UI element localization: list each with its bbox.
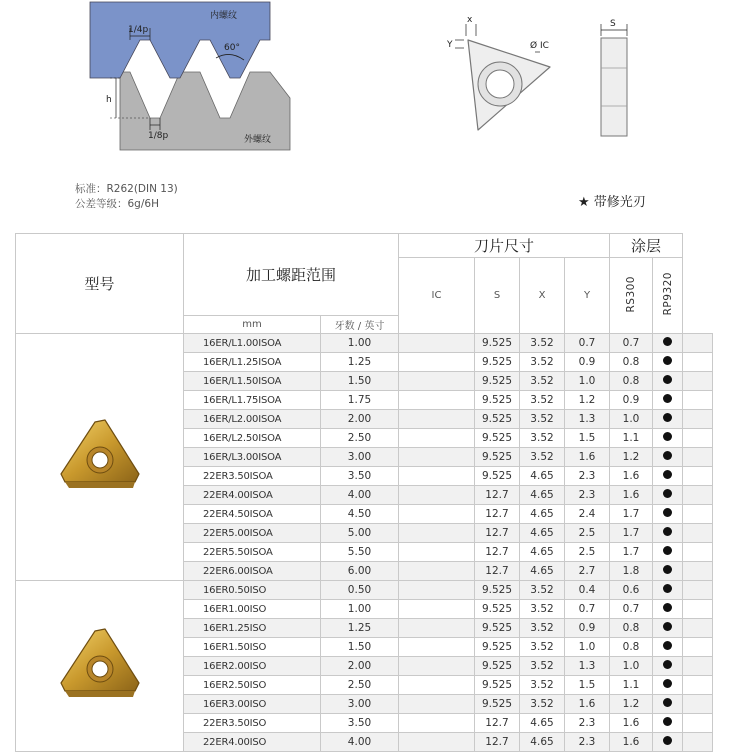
ic-cell: 9.525: [475, 467, 520, 486]
available-dot-icon: [663, 641, 672, 650]
rp9320-availability-cell: [683, 600, 713, 619]
rs300-availability-cell: [653, 391, 683, 410]
ic-cell: 12.7: [475, 524, 520, 543]
model-cell: 22ER3.50ISOA: [184, 467, 321, 486]
ic-cell: 9.525: [475, 619, 520, 638]
model-cell: 16ER/L2.00ISOA: [184, 410, 321, 429]
external-thread-label: 外螺纹: [244, 135, 272, 145]
pitch-mm-cell: 3.00: [321, 695, 399, 714]
rp9320-availability-cell: [683, 695, 713, 714]
ic-cell: 9.525: [475, 676, 520, 695]
rs300-availability-cell: [653, 353, 683, 372]
y-cell: 1.6: [610, 467, 653, 486]
available-dot-icon: [663, 736, 672, 745]
x-cell: 2.5: [565, 524, 610, 543]
pitch-mm-cell: 3.50: [321, 714, 399, 733]
pitch-mm-cell: 1.50: [321, 638, 399, 657]
model-cell: 16ER0.50ISO: [184, 581, 321, 600]
model-cell: 22ER4.50ISOA: [184, 505, 321, 524]
pitch-mm-cell: 1.00: [321, 334, 399, 353]
ic-header: IC: [399, 258, 475, 334]
model-cell: 16ER/L1.75ISOA: [184, 391, 321, 410]
s-dimension-label: S: [610, 19, 616, 29]
rp9320-availability-cell: [683, 714, 713, 733]
x-cell: 1.6: [565, 448, 610, 467]
model-cell: 22ER6.00ISOA: [184, 562, 321, 581]
x-cell: 0.9: [565, 619, 610, 638]
model-cell: 16ER1.50ISO: [184, 638, 321, 657]
y-cell: 0.8: [610, 353, 653, 372]
spec-table: [15, 233, 713, 752]
s-cell: 4.65: [520, 524, 565, 543]
x-header: X: [520, 258, 565, 334]
model-cell: 16ER/L1.50ISOA: [184, 372, 321, 391]
model-cell: 16ER2.00ISO: [184, 657, 321, 676]
model-cell: 22ER4.00ISOA: [184, 486, 321, 505]
tpi-cell: [399, 391, 475, 410]
available-dot-icon: [663, 660, 672, 669]
pitch-mm-cell: 2.00: [321, 657, 399, 676]
y-cell: 0.8: [610, 638, 653, 657]
y-cell: 1.0: [610, 657, 653, 676]
tpi-cell: [399, 543, 475, 562]
available-dot-icon: [663, 394, 672, 403]
s-cell: 3.52: [520, 695, 565, 714]
y-dimension-label: Y: [447, 40, 453, 50]
available-dot-icon: [663, 413, 672, 422]
tpi-cell: [399, 600, 475, 619]
y-cell: 0.8: [610, 372, 653, 391]
rs300-availability-cell: [653, 524, 683, 543]
ic-cell: 9.525: [475, 410, 520, 429]
ic-cell: 9.525: [475, 353, 520, 372]
x-dimension-label: x: [467, 15, 473, 25]
y-cell: 1.7: [610, 543, 653, 562]
model-cell: 22ER5.00ISOA: [184, 524, 321, 543]
x-cell: 0.7: [565, 600, 610, 619]
rp9320-availability-cell: [683, 505, 713, 524]
available-dot-icon: [663, 508, 672, 517]
rs300-header: RS300: [625, 275, 637, 313]
rs300-availability-cell: [653, 676, 683, 695]
s-cell: 4.65: [520, 543, 565, 562]
pitch-mm-cell: 2.50: [321, 429, 399, 448]
y-cell: 0.8: [610, 619, 653, 638]
feature-note: ★ 带修光刃: [578, 195, 646, 210]
available-dot-icon: [663, 565, 672, 574]
mm-header: mm: [184, 316, 321, 334]
tpi-header: 牙数 / 英寸: [321, 316, 399, 334]
s-cell: 4.65: [520, 733, 565, 752]
pitch-mm-cell: 4.50: [321, 505, 399, 524]
available-dot-icon: [663, 337, 672, 346]
tpi-cell: [399, 353, 475, 372]
y-cell: 0.7: [610, 600, 653, 619]
tpi-cell: [399, 334, 475, 353]
y-cell: 0.6: [610, 581, 653, 600]
available-dot-icon: [663, 679, 672, 688]
model-cell: 16ER2.50ISO: [184, 676, 321, 695]
rs300-availability-cell: [653, 638, 683, 657]
rp9320-availability-cell: [683, 657, 713, 676]
pitch-mm-cell: 1.50: [321, 372, 399, 391]
model-cell: 16ER3.00ISO: [184, 695, 321, 714]
pitch-mm-cell: 3.50: [321, 467, 399, 486]
s-cell: 3.52: [520, 334, 565, 353]
rp9320-availability-cell: [683, 410, 713, 429]
tpi-cell: [399, 638, 475, 657]
rs300-availability-cell: [653, 334, 683, 353]
tpi-cell: [399, 372, 475, 391]
ic-cell: 9.525: [475, 657, 520, 676]
x-cell: 2.3: [565, 467, 610, 486]
y-cell: 1.6: [610, 714, 653, 733]
model-cell: 16ER/L1.25ISOA: [184, 353, 321, 372]
s-cell: 3.52: [520, 638, 565, 657]
rp9320-availability-cell: [683, 676, 713, 695]
rs300-availability-cell: [653, 410, 683, 429]
ic-cell: 9.525: [475, 391, 520, 410]
s-cell: 3.52: [520, 657, 565, 676]
model-cell: 16ER1.25ISO: [184, 619, 321, 638]
pitch-mm-cell: 1.25: [321, 353, 399, 372]
available-dot-icon: [663, 603, 672, 612]
s-cell: 3.52: [520, 581, 565, 600]
ic-cell: 12.7: [475, 562, 520, 581]
thread-profile-diagram: [88, 0, 298, 155]
rs300-availability-cell: [653, 581, 683, 600]
rp9320-availability-cell: [683, 448, 713, 467]
table-row: [16, 334, 713, 353]
rs300-availability-cell: [653, 543, 683, 562]
y-cell: 1.1: [610, 676, 653, 695]
pitch-mm-cell: 4.00: [321, 486, 399, 505]
y-cell: 1.2: [610, 448, 653, 467]
s-cell: 3.52: [520, 619, 565, 638]
ic-cell: 9.525: [475, 600, 520, 619]
y-cell: 1.7: [610, 505, 653, 524]
y-cell: 1.6: [610, 486, 653, 505]
pitch-mm-cell: 0.50: [321, 581, 399, 600]
rs300-availability-cell: [653, 448, 683, 467]
available-dot-icon: [663, 527, 672, 536]
tpi-cell: [399, 429, 475, 448]
x-cell: 2.3: [565, 486, 610, 505]
x-cell: 0.9: [565, 353, 610, 372]
available-dot-icon: [663, 489, 672, 498]
available-dot-icon: [663, 717, 672, 726]
y-cell: 0.7: [610, 334, 653, 353]
pitch-mm-cell: 4.00: [321, 733, 399, 752]
rp9320-availability-cell: [683, 334, 713, 353]
rs300-availability-cell: [653, 467, 683, 486]
x-cell: 1.3: [565, 410, 610, 429]
tpi-cell: [399, 619, 475, 638]
y-header: Y: [565, 258, 610, 334]
tpi-cell: [399, 657, 475, 676]
rp9320-availability-cell: [683, 391, 713, 410]
x-cell: 1.0: [565, 638, 610, 657]
tpi-cell: [399, 733, 475, 752]
x-cell: 2.5: [565, 543, 610, 562]
x-cell: 1.5: [565, 676, 610, 695]
ic-cell: 12.7: [475, 714, 520, 733]
rs300-availability-cell: [653, 695, 683, 714]
eighth-p-label: 1/8p: [148, 131, 169, 141]
pitch-mm-cell: 1.00: [321, 600, 399, 619]
available-dot-icon: [663, 375, 672, 384]
quarter-p-label: 1/4p: [128, 25, 149, 35]
available-dot-icon: [663, 584, 672, 593]
model-cell: 22ER5.50ISOA: [184, 543, 321, 562]
tpi-cell: [399, 505, 475, 524]
rp9320-header: RP9320: [661, 272, 674, 316]
s-cell: 3.52: [520, 676, 565, 695]
ic-dimension-label: Ø IC: [530, 41, 549, 51]
pitch-mm-cell: 2.50: [321, 676, 399, 695]
tpi-cell: [399, 695, 475, 714]
tpi-cell: [399, 410, 475, 429]
tpi-cell: [399, 448, 475, 467]
x-cell: 2.4: [565, 505, 610, 524]
rp9320-availability-cell: [683, 429, 713, 448]
tpi-cell: [399, 486, 475, 505]
rs300-availability-cell: [653, 600, 683, 619]
s-cell: 4.65: [520, 486, 565, 505]
internal-thread-label: 内螺纹: [210, 11, 238, 21]
rs300-availability-cell: [653, 733, 683, 752]
ic-cell: 12.7: [475, 543, 520, 562]
tpi-cell: [399, 562, 475, 581]
available-dot-icon: [663, 622, 672, 631]
model-cell: 22ER3.50ISO: [184, 714, 321, 733]
s-header: S: [475, 258, 520, 334]
ic-cell: 12.7: [475, 486, 520, 505]
model-cell: 16ER/L3.00ISOA: [184, 448, 321, 467]
available-dot-icon: [663, 356, 672, 365]
tpi-cell: [399, 676, 475, 695]
standard-line: 标准：R262(DIN 13): [75, 183, 178, 195]
model-cell: 22ER4.00ISO: [184, 733, 321, 752]
coating-header: 涂层: [610, 234, 683, 258]
ic-cell: 12.7: [475, 733, 520, 752]
x-cell: 1.0: [565, 372, 610, 391]
rp9320-availability-cell: [683, 733, 713, 752]
pitch-mm-cell: 1.25: [321, 619, 399, 638]
s-cell: 3.52: [520, 410, 565, 429]
table-row: [16, 581, 713, 600]
rp9320-availability-cell: [683, 562, 713, 581]
rs300-availability-cell: [653, 619, 683, 638]
x-cell: 2.7: [565, 562, 610, 581]
x-cell: 2.3: [565, 733, 610, 752]
s-cell: 4.65: [520, 562, 565, 581]
s-cell: 4.65: [520, 714, 565, 733]
y-cell: 1.7: [610, 524, 653, 543]
rs300-availability-cell: [653, 372, 683, 391]
s-cell: 3.52: [520, 391, 565, 410]
tpi-cell: [399, 714, 475, 733]
rs300-availability-cell: [653, 714, 683, 733]
pitch-mm-cell: 3.00: [321, 448, 399, 467]
y-cell: 1.2: [610, 695, 653, 714]
s-cell: 3.52: [520, 600, 565, 619]
y-cell: 0.9: [610, 391, 653, 410]
pitch-mm-cell: 1.75: [321, 391, 399, 410]
pitch-mm-cell: 2.00: [321, 410, 399, 429]
y-cell: 1.0: [610, 410, 653, 429]
x-cell: 0.4: [565, 581, 610, 600]
available-dot-icon: [663, 432, 672, 441]
model-header: 型号: [16, 234, 184, 334]
angle-label: 60°: [224, 43, 240, 53]
s-cell: 4.65: [520, 467, 565, 486]
rp9320-availability-cell: [683, 619, 713, 638]
model-cell: 16ER/L1.00ISOA: [184, 334, 321, 353]
model-cell: 16ER1.00ISO: [184, 600, 321, 619]
rp9320-availability-cell: [683, 353, 713, 372]
ic-cell: 9.525: [475, 581, 520, 600]
rp9320-availability-cell: [683, 638, 713, 657]
ic-cell: 9.525: [475, 429, 520, 448]
threading-insert-gold-icon: [16, 581, 184, 752]
rs300-availability-cell: [653, 657, 683, 676]
available-dot-icon: [663, 546, 672, 555]
rs300-availability-cell: [653, 562, 683, 581]
y-cell: 1.8: [610, 562, 653, 581]
h-label: h: [106, 95, 112, 105]
rp9320-availability-cell: [683, 486, 713, 505]
x-cell: 1.2: [565, 391, 610, 410]
s-cell: 4.65: [520, 505, 565, 524]
tolerance-line: 公差等级：6g/6H: [75, 198, 159, 210]
rp9320-availability-cell: [683, 467, 713, 486]
rs300-availability-cell: [653, 505, 683, 524]
pitch-mm-cell: 5.00: [321, 524, 399, 543]
y-cell: 1.6: [610, 733, 653, 752]
pitch-mm-cell: 5.50: [321, 543, 399, 562]
rs300-availability-cell: [653, 429, 683, 448]
pitch-mm-cell: 6.00: [321, 562, 399, 581]
available-dot-icon: [663, 451, 672, 460]
x-cell: 1.5: [565, 429, 610, 448]
rp9320-availability-cell: [683, 581, 713, 600]
insert-size-header: 刀片尺寸: [399, 234, 610, 258]
spec-table-body: [16, 334, 713, 752]
s-cell: 3.52: [520, 448, 565, 467]
available-dot-icon: [663, 470, 672, 479]
tpi-cell: [399, 581, 475, 600]
pitch-range-header: 加工螺距范围: [184, 234, 399, 316]
s-cell: 3.52: [520, 353, 565, 372]
threading-insert-gold-icon: [16, 334, 184, 581]
x-cell: 1.6: [565, 695, 610, 714]
s-cell: 3.52: [520, 372, 565, 391]
model-cell: 16ER/L2.50ISOA: [184, 429, 321, 448]
x-cell: 1.3: [565, 657, 610, 676]
ic-cell: 9.525: [475, 334, 520, 353]
y-cell: 1.1: [610, 429, 653, 448]
ic-cell: 9.525: [475, 695, 520, 714]
available-dot-icon: [663, 698, 672, 707]
rp9320-availability-cell: [683, 372, 713, 391]
ic-cell: 9.525: [475, 448, 520, 467]
insert-outline-diagram: [440, 12, 570, 137]
x-cell: 2.3: [565, 714, 610, 733]
ic-cell: 12.7: [475, 505, 520, 524]
rp9320-availability-cell: [683, 524, 713, 543]
insert-side-view: [596, 18, 636, 138]
tpi-cell: [399, 467, 475, 486]
ic-cell: 9.525: [475, 372, 520, 391]
x-cell: 0.7: [565, 334, 610, 353]
s-cell: 3.52: [520, 429, 565, 448]
rp9320-availability-cell: [683, 543, 713, 562]
ic-cell: 9.525: [475, 638, 520, 657]
rs300-availability-cell: [653, 486, 683, 505]
tpi-cell: [399, 524, 475, 543]
